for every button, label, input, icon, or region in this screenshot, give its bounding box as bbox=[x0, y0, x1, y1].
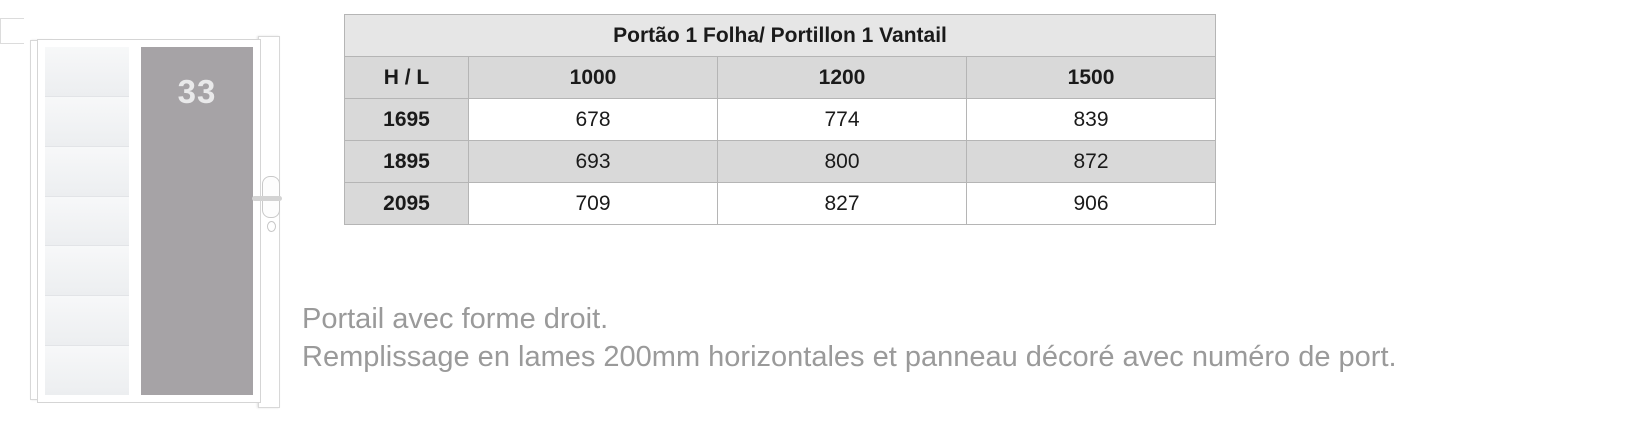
table-row bbox=[345, 141, 1216, 183]
table-header-row bbox=[345, 57, 1216, 99]
table-corner-header: H / L bbox=[345, 57, 469, 99]
table-cell: 678 bbox=[469, 99, 718, 141]
house-number-label: 33 bbox=[177, 73, 217, 110]
dimension-table-container bbox=[344, 14, 1216, 225]
gate-illustration bbox=[0, 18, 300, 418]
table-row bbox=[345, 183, 1216, 225]
gate-handle-bar bbox=[252, 196, 282, 201]
table-row bbox=[345, 99, 1216, 141]
table-title: Portão 1 Folha/ Portillon 1 Vantail bbox=[345, 15, 1216, 57]
table-title-row bbox=[345, 15, 1216, 57]
gate-slat bbox=[45, 197, 129, 247]
table-column-header-3: 1500 bbox=[967, 57, 1216, 99]
table-cell: 693 bbox=[469, 141, 718, 183]
table-cell: 800 bbox=[718, 141, 967, 183]
table-column-header-1: 1000 bbox=[469, 57, 718, 99]
caption-line-2: Remplissage en lames 200mm horizontales et panneau décoré avec numéro de port. bbox=[302, 341, 1397, 373]
gate-slat bbox=[45, 346, 129, 395]
table-cell: 906 bbox=[967, 183, 1216, 225]
gate-panel-divider bbox=[129, 47, 141, 395]
gate-slat bbox=[45, 147, 129, 197]
gate-lock-keyhole-icon bbox=[267, 221, 276, 232]
table-cell: 872 bbox=[967, 141, 1216, 183]
table-row-header: 1895 bbox=[345, 141, 469, 183]
table-cell: 839 bbox=[967, 99, 1216, 141]
table-cell: 827 bbox=[718, 183, 967, 225]
table-cell: 709 bbox=[469, 183, 718, 225]
table-row-header: 1695 bbox=[345, 99, 469, 141]
caption-line-1: Portail avec forme droit. bbox=[302, 303, 609, 335]
table-cell: 774 bbox=[718, 99, 967, 141]
gate-slat bbox=[45, 246, 129, 296]
description-caption bbox=[302, 300, 1632, 376]
gate-post-left-base bbox=[0, 18, 24, 44]
gate-slat-panel bbox=[45, 47, 129, 395]
dimension-table bbox=[344, 14, 1216, 225]
table-column-header-2: 1200 bbox=[718, 57, 967, 99]
gate-slat bbox=[45, 47, 129, 97]
gate-slat bbox=[45, 97, 129, 147]
table-row-header: 2095 bbox=[345, 183, 469, 225]
gate-slat bbox=[45, 296, 129, 346]
